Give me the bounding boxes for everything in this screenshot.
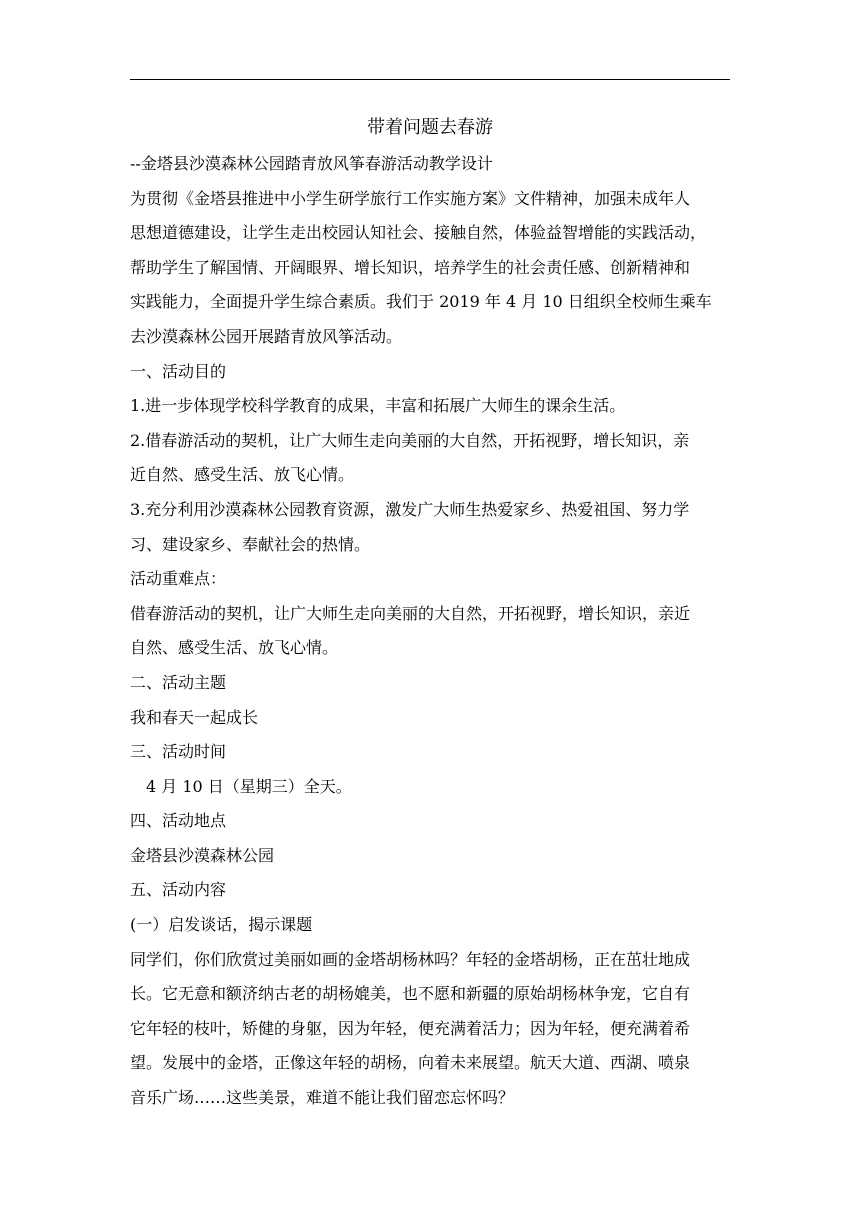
section-heading-content: 五、活动内容 — [130, 880, 227, 900]
document-title: 带着问题去春游 — [367, 117, 493, 138]
content-paragraph-line: 同学们，你们欣赏过美丽如画的金塔胡杨林吗？年轻的金塔胡杨，正在茁壮地成 — [130, 949, 691, 969]
time-text: 4 月 10 日（星期三）全天。 — [146, 776, 352, 796]
content-paragraph-line: 音乐广场……这些美景，难道不能让我们留恋忘怀吗？ — [130, 1088, 515, 1108]
section-heading-location: 四、活动地点 — [130, 811, 227, 831]
intro-line: 为贯彻《金塔县推进中小学生研学旅行工作实施方案》文件精神，加强未成年人 — [130, 188, 691, 208]
key-points-text-cont: 自然、感受生活、放飞心情。 — [130, 638, 339, 658]
purpose-item-3: 3.充分利用沙漠森林公园教育资源，激发广大师生热爱家乡、热爱祖国、努力学 — [130, 499, 690, 519]
document-body — [130, 115, 730, 1116]
intro-line: 思想道德建设，让学生走出校园认知社会、接触自然，体验益智增能的实践活动， — [130, 223, 707, 243]
intro-line: 帮助学生了解国情、开阔眼界、增长知识，培养学生的社会责任感、创新精神和 — [130, 257, 691, 277]
location-text: 金塔县沙漠森林公园 — [130, 845, 275, 865]
intro-line: 去沙漠森林公园开展踏青放风筝活动。 — [130, 326, 403, 346]
section-heading-theme: 二、活动主题 — [130, 672, 227, 692]
section-heading-time: 三、活动时间 — [130, 742, 227, 762]
purpose-item-2-cont: 近自然、感受生活、放飞心情。 — [130, 465, 355, 485]
content-paragraph-line: 望。发展中的金塔，正像这年轻的胡杨，向着未来展望。航天大道、西湖、喷泉 — [130, 1053, 691, 1073]
section-heading-purpose: 一、活动目的 — [130, 361, 227, 381]
document-subtitle: --金塔县沙漠森林公园踏青放风筝春游活动教学设计 — [130, 154, 493, 173]
header-rule — [130, 79, 730, 80]
intro-paragraph — [130, 182, 730, 355]
key-points-label: 活动重难点： — [130, 569, 227, 589]
theme-text: 我和春天一起成长 — [130, 707, 259, 727]
intro-line: 实践能力，全面提升学生综合素质。我们于 2019 年 4 月 10 日组织全校师生乘车 — [130, 292, 712, 312]
content-paragraph-line: 长。它无意和额济纳古老的胡杨媲美，也不愿和新疆的原始胡杨林争宠，它自有 — [130, 984, 691, 1004]
purpose-item-2: 2.借春游活动的契机，让广大师生走向美丽的大自然，开拓视野，增长知识，亲 — [130, 430, 690, 450]
content-sub-heading: (一）启发谈话，揭示课题 — [130, 915, 313, 935]
purpose-item-3-cont: 习、建设家乡、奉献社会的热情。 — [130, 534, 371, 554]
key-points-text: 借春游活动的契机，让广大师生走向美丽的大自然，开拓视野，增长知识，亲近 — [130, 603, 691, 623]
purpose-item-1: 1.进一步体现学校科学教育的成果，丰富和拓展广大师生的课余生活。 — [130, 396, 626, 416]
content-paragraph-line: 它年轻的枝叶，矫健的身躯，因为年轻，便充满着活力；因为年轻，便充满着希 — [130, 1018, 691, 1038]
